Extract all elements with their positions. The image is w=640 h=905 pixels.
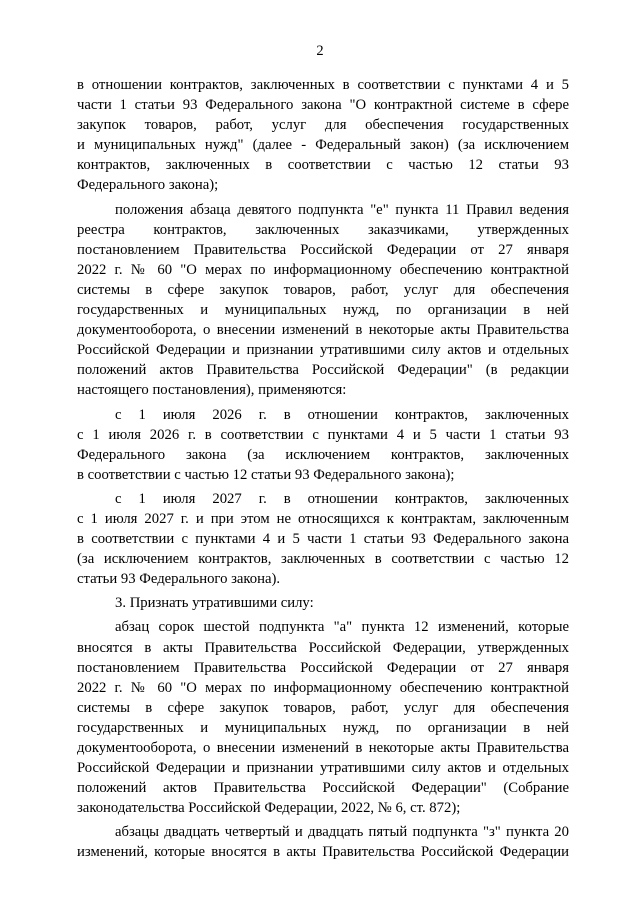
text-line: закупок товаров, работ, услуг для обеспечения государственных [77, 117, 569, 134]
page-number: 2 [316, 43, 324, 59]
text-line: абзацы двадцать четвертый и двадцать пятый подпункта "з" пункта 20 [115, 824, 569, 841]
text-line: постановлением Правительства Российской Федерации от 27 января [77, 241, 569, 258]
text-line: изменений, которые вносятся в акты Правительства Российской Федерации [77, 844, 569, 861]
text-line: реестра контрактов, заключенных заказчиками, утвержденных [77, 221, 569, 238]
text-line: Федерального закона (за исключением контрактов, заключенных [77, 446, 569, 463]
text-line: положений актов Правительства Российской Федерации" (в редакции [77, 362, 569, 379]
text-line: государственных и муниципальных нужд, по организации в ней [77, 302, 569, 319]
text-line: положений актов Правительства Российской Федерации" (Собрание [77, 780, 569, 797]
text-line: и муниципальных нужд" (далее - Федеральный закон) (за исключением [77, 137, 569, 154]
text-line: постановлением Правительства Российской Федерации от 27 января [77, 659, 569, 676]
text-line: части 1 статьи 93 Федерального закона "О контрактной системе в сфере [77, 97, 569, 114]
text-line: настоящего постановления), применяются: [77, 382, 347, 399]
text-line: законодательства Российской Федерации, 2022, № 6, ст. 872); [77, 800, 461, 817]
text-line: Российской Федерации и признании утратившими силу актов и отдельных [77, 342, 569, 359]
text-line: 2022 г. № 60 "О мерах по информационному обеспечению контрактной [77, 679, 569, 696]
text-line: с 1 июля 2027 г. и при этом не относящихся к контрактам, заключенным [77, 510, 569, 527]
text-line: с 1 июля 2026 г. в соответствии с пунктами 4 и 5 части 1 статьи 93 [77, 426, 569, 443]
text-line: с 1 июля 2026 г. в отношении контрактов, заключенных [115, 406, 569, 423]
text-line: статьи 93 Федерального закона). [77, 571, 281, 588]
text-line: вносятся в акты Правительства Российской Федерации, утвержденных [77, 639, 569, 656]
text-line: контрактов, заключенных в соответствии с частью 12 статьи 93 [77, 157, 569, 174]
text-line: государственных и муниципальных нужд, по организации в ней [77, 719, 569, 736]
text-line: 3. Признать утратившими силу: [115, 595, 314, 612]
text-line: Федерального закона); [77, 177, 219, 194]
text-line: документооборота, о внесении изменений в некоторые акты Правительства [77, 740, 569, 756]
text-line: в отношении контрактов, заключенных в соответствии с пунктами 4 и 5 [77, 77, 569, 93]
text-line: с 1 июля 2027 г. в отношении контрактов, заключенных [115, 490, 569, 507]
text-line: документооборота, о внесении изменений в некоторые акты Правительства [77, 322, 569, 339]
text-line: системы в сфере закупок товаров, работ, услуг для обеспечения [77, 281, 569, 298]
text-line: Российской Федерации и признании утратившими силу актов и отдельных [77, 760, 569, 777]
text-line: 2022 г. № 60 "О мерах по информационному обеспечению контрактной [77, 261, 569, 278]
text-line: абзац сорок шестой подпункта "а" пункта 12 изменений, которые [115, 619, 569, 636]
text-line: в соответствии с частью 12 статьи 93 Федерального закона); [77, 466, 455, 483]
text-line: (за исключением контрактов, заключенных в соответствии с частью 12 [77, 551, 569, 568]
text-line: системы в сфере закупок товаров, работ, услуг для обеспечения [77, 699, 569, 716]
text-line: положения абзаца девятого подпункта "е" пункта 11 Правил ведения [115, 201, 569, 218]
text-line: в соответствии с пунктами 4 и 5 части 1 статьи 93 Федерального закона [77, 531, 569, 548]
document-body [77, 75, 569, 863]
